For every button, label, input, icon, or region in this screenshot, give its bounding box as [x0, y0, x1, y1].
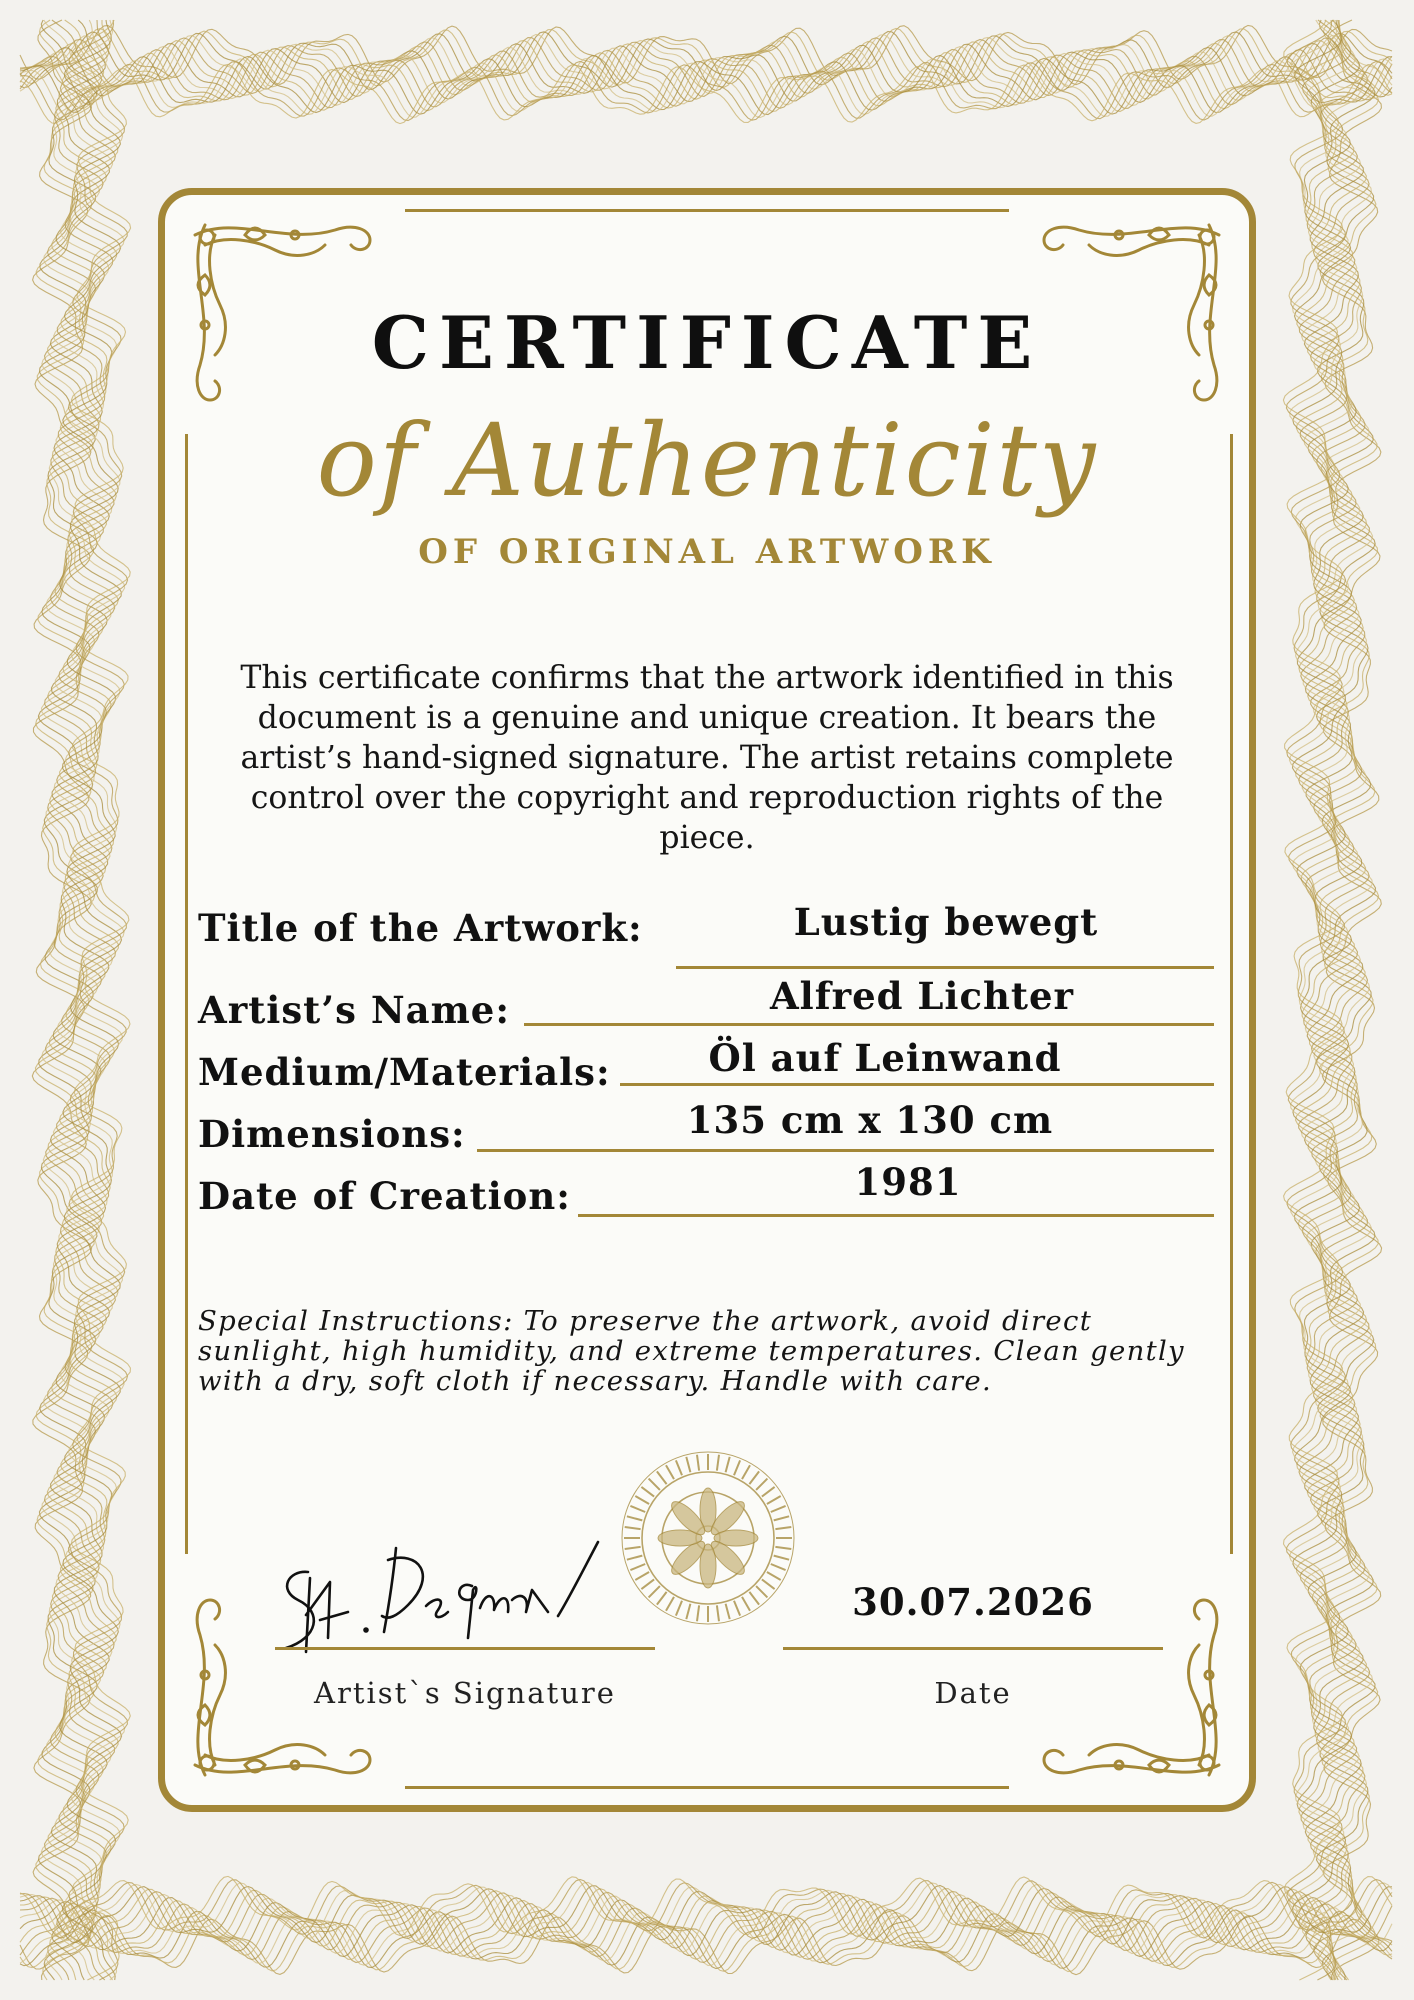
bottom-rule — [405, 1786, 1009, 1789]
certificate-title: CERTIFICATE — [371, 300, 1043, 385]
field-label-artist: Artist’s Name: — [198, 988, 511, 1032]
artist-signature — [268, 1520, 608, 1660]
field-line-date-created — [578, 1214, 1214, 1217]
certificate-statement: This certificate confirms that the artwork identified in this document is a genuine and unique creation. It bears the artist’s hand-signed signature. The artist retains complete control over the copyright and reproduction rights of the piece. — [240, 660, 1174, 856]
field-value-title: Lustig bewegt — [793, 900, 1099, 944]
field-value-dimensions: 135 cm x 130 cm — [686, 1098, 1054, 1142]
field-line-medium — [620, 1083, 1214, 1086]
certificate-subtitle-caps: OF ORIGINAL ARTWORK — [418, 532, 996, 572]
field-label-date-created: Date of Creation: — [198, 1174, 571, 1218]
rosette-seal — [618, 1448, 798, 1628]
field-line-dimensions — [477, 1149, 1214, 1152]
field-label-medium: Medium/Materials: — [198, 1050, 611, 1094]
issue-date: 30.07.2026 — [852, 1580, 1094, 1624]
field-line-title — [676, 966, 1214, 969]
signature-caption: Artist`s Signature — [314, 1676, 616, 1710]
certificate-subtitle-script: of Authenticity — [316, 402, 1098, 519]
field-value-medium: Öl auf Leinwand — [708, 1036, 1062, 1080]
top-rule — [405, 209, 1009, 212]
date-caption: Date — [934, 1676, 1012, 1710]
date-line — [783, 1647, 1163, 1650]
field-value-date-created: 1981 — [854, 1160, 962, 1204]
signature-line — [275, 1647, 655, 1650]
field-value-artist: Alfred Lichter — [769, 974, 1075, 1018]
field-line-artist — [524, 1023, 1214, 1026]
left-rule — [185, 434, 188, 1554]
special-instructions: Special Instructions: To preserve the artwork, avoid direct sunlight, high humidity, and extreme temperatures. Clean gently with a dry, soft cloth if necessary. Handle with care. — [198, 1305, 1185, 1397]
field-label-title: Title of the Artwork: — [198, 906, 643, 950]
field-label-dimensions: Dimensions: — [198, 1112, 466, 1156]
